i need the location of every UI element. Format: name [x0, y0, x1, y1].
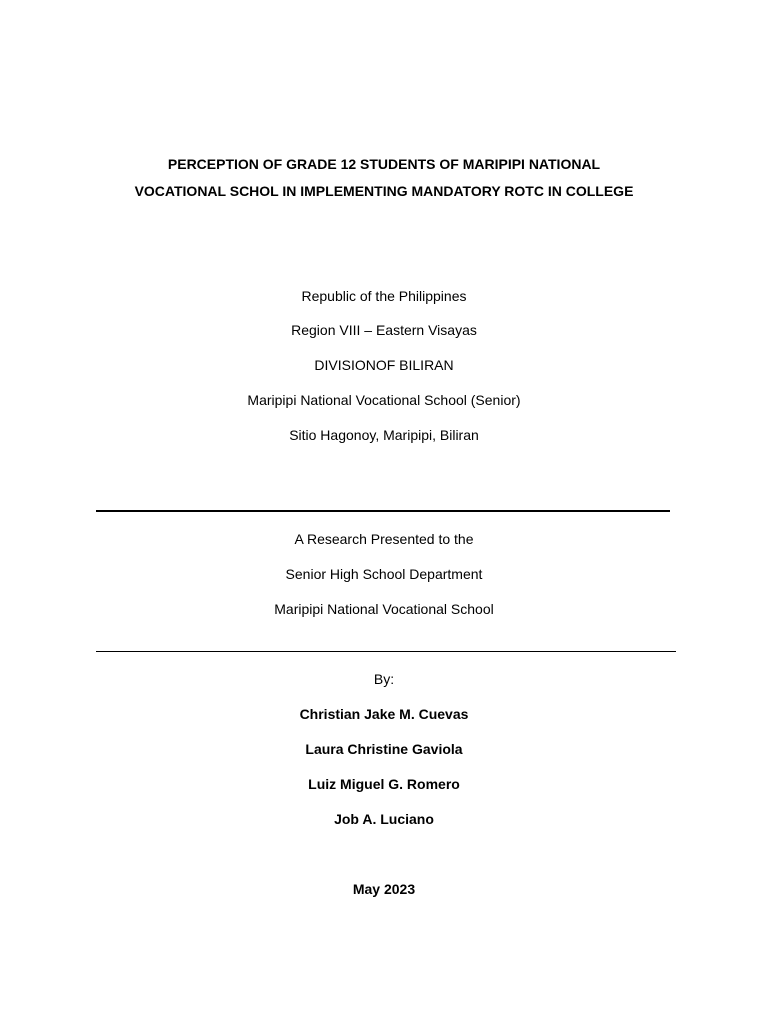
region-text: Region VIII – Eastern Visayas — [291, 322, 477, 338]
title-line-1: PERCEPTION OF GRADE 12 STUDENTS OF MARIPIPI NATIONAL — [167, 156, 601, 172]
address-text: Sitio Hagonoy, Maripipi, Biliran — [289, 427, 479, 443]
department-text: Senior High School Department — [285, 566, 483, 582]
school-text: Maripipi National Vocational School (Senior) — [247, 392, 521, 408]
presentation-school-text: Maripipi National Vocational School — [274, 601, 494, 617]
title-line-2: VOCATIONAL SCHOL IN IMPLEMENTING MANDATORY ROTC IN COLLEGE — [134, 183, 634, 199]
division-text: DIVISIONOF BILIRAN — [314, 357, 454, 373]
by-label: By: — [373, 671, 395, 687]
author-name: Job A. Luciano — [334, 811, 434, 827]
country-text: Republic of the Philippines — [301, 288, 467, 304]
author-name: Luiz Miguel G. Romero — [308, 776, 460, 792]
divider-bottom — [96, 651, 676, 652]
presented-to-text: A Research Presented to the — [294, 531, 474, 547]
author-name: Christian Jake M. Cuevas — [299, 706, 469, 722]
divider-top — [96, 510, 670, 512]
date-text: May 2023 — [352, 881, 416, 897]
author-name: Laura Christine Gaviola — [305, 741, 463, 757]
